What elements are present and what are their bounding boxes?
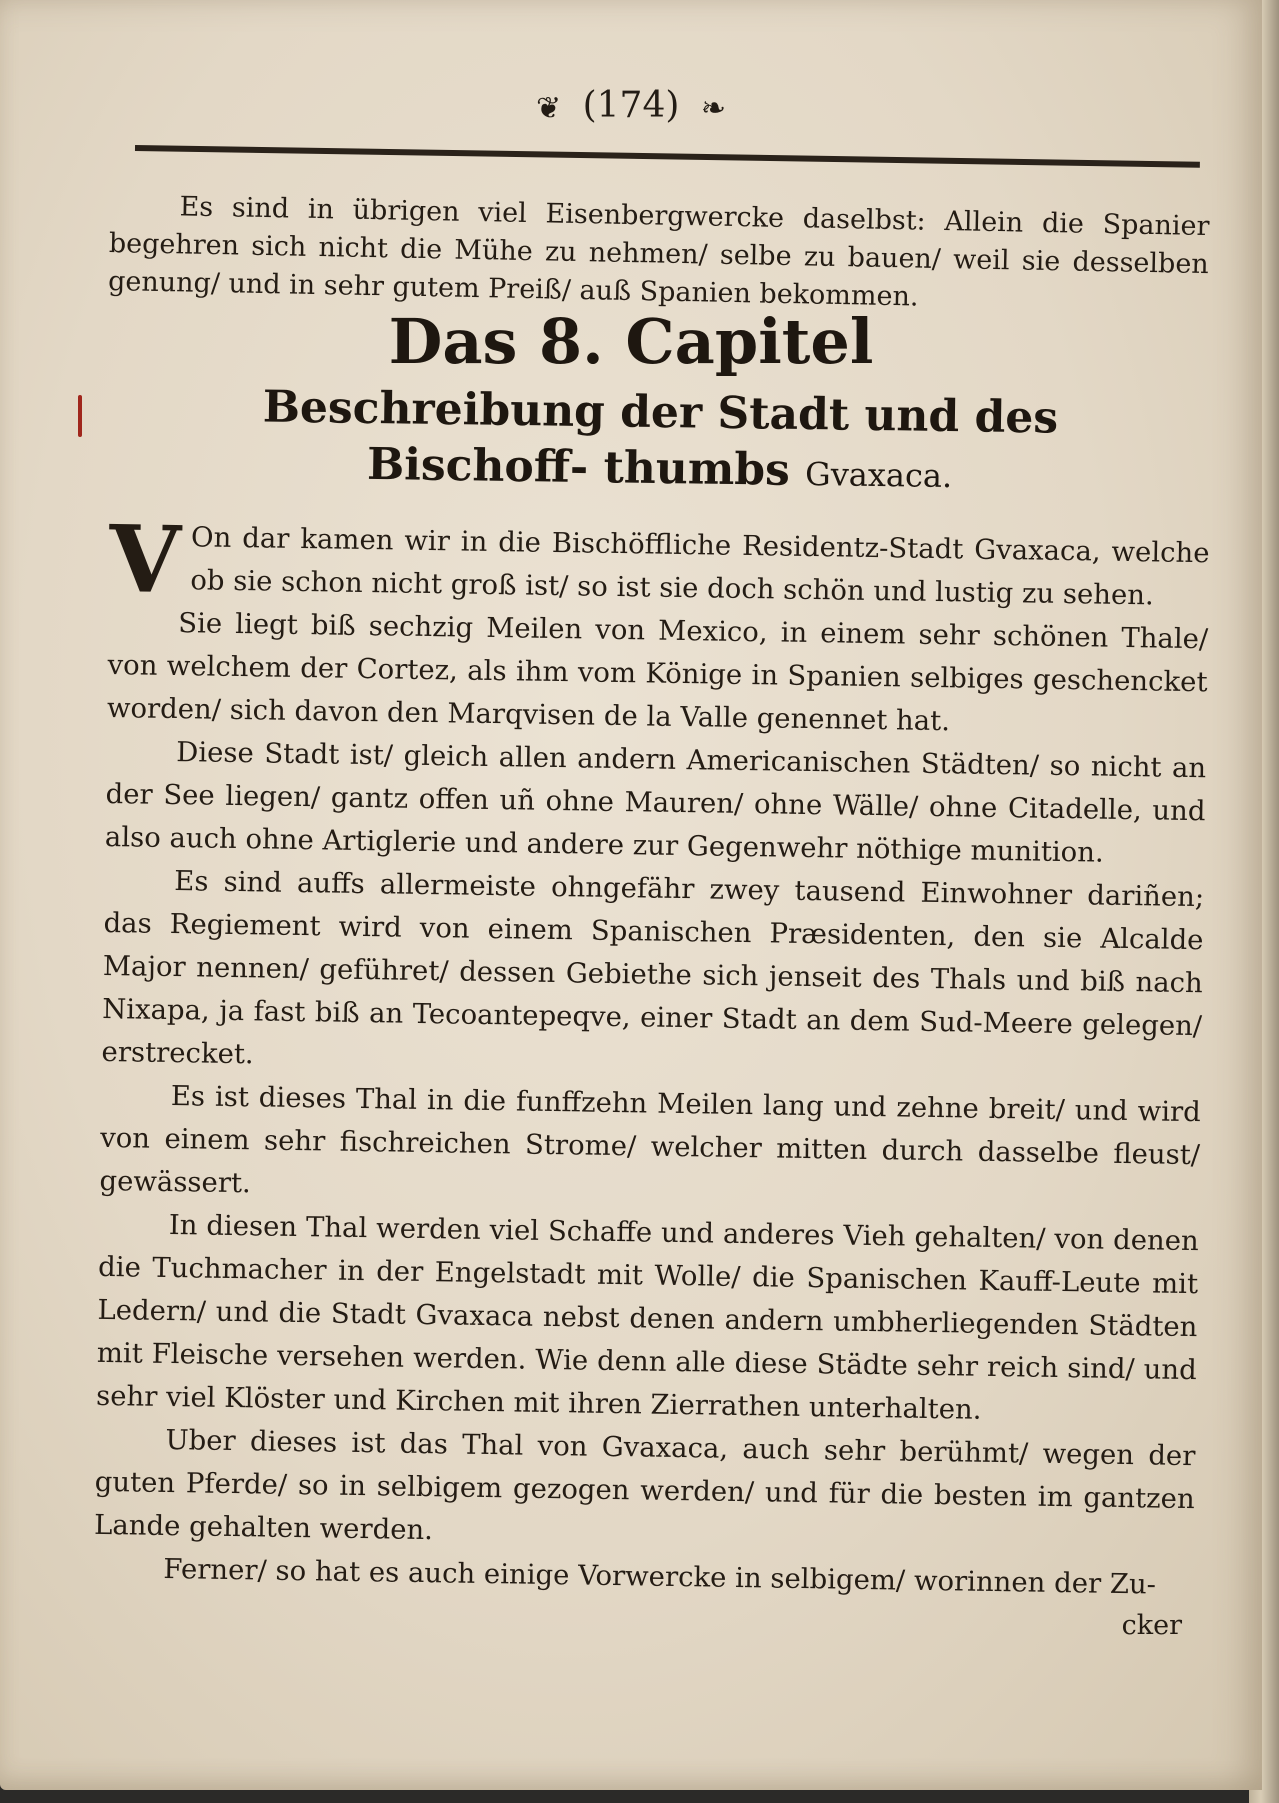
page-number: (174): [582, 85, 680, 126]
paragraph: In diesen Thal werden viel Schaffe und anderes Vieh gehalten/ von denen die Tuchmacher in der Engelstadt mit Wolle/ die Spanischen Kauff-Leute mit Ledern/ und die Stadt Gvaxaca nebst denen andern umbherliegenden Städten mit Fleische versehen werden. Wie denn alle diese Städte sehr reich sind/ und sehr viel Klöster und Kirchen mit ihren Zierrathen unterhalten.: [95, 1209, 1199, 1426]
paragraph: Es ist dieses Thal in die funffzehn Meilen lang und zehne breit/ und wird von einem sehr fischreichen Strome/ welcher mitten durch dasselbe fleust/ gewässert.: [99, 1080, 1202, 1200]
catchword: cker: [1121, 1610, 1182, 1641]
paragraph: Sie liegt biß sechzig Meilen von Mexico, in einem sehr schönen Thale/ von welchem der Cortez, als ihm vom Könige in Spanien selbiges geschencket worden/ sich davon den Marqvisen de la Valle genennet hat.: [106, 607, 1209, 738]
chapter-title: Das 8. Capitel: [388, 305, 874, 378]
ornament-left-icon: ❦: [536, 90, 562, 126]
body-text: [93, 505, 1210, 1607]
ornament-right-icon: ❧: [700, 90, 726, 126]
chapter-subtitle: [199, 379, 1121, 507]
paragraph: Ferner/ so hat es auch einige Vorwercke in selbigem/ worinnen der Zu-: [163, 1552, 1157, 1601]
paragraph: Diese Stadt ist/ gleich allen andern Americanischen Städten/ so nicht an der See liegen/ gantz offen uñ ohne Mauren/ ohne Wälle/ ohne Citadelle, und also auch ohne Artiglerie und andere zur Gegenwehr nöthige munition.: [104, 736, 1207, 869]
header-rule: [135, 145, 1200, 168]
dropcap: V: [108, 505, 182, 615]
paragraph: Es sind auffs allermeiste ohngefähr zwey tausend Einwohner dariñen; das Regiement wird von einem Spanischen Præsidenten, den sie Alcalde Major nennen/ geführet/ dessen Gebiethe sich jenseit des Thals und biß nach Nixapa, ja fast biß an Tecoantepeqve, einer Stadt an dem Sud-Meere gelegen/ erstrecket.: [101, 865, 1205, 1071]
chapter-subtitle-place: Gvaxaca.: [804, 455, 953, 496]
margin-mark: [78, 395, 82, 437]
page-header: [0, 85, 1262, 126]
intro-paragraph: Es sind in übrigen viel Eisenbergwercke daselbst: Allein die Spanier begehren sich nicht die Mühe zu nehmen/ selbe zu bauen/ weil sie desselben genung/ und in sehr gutem Preiß/ auß Spanien bekommen.: [107, 191, 1210, 313]
paragraph: Uber dieses ist das Thal von Gvaxaca, auch sehr berühmt/ wegen der guten Pferde/ so in selbigem gezogen werden/ und für die besten im gantzen Lande gehalten werden.: [93, 1423, 1196, 1547]
paragraph-text: On dar kamen wir in die Bischöffliche Residentz-Stadt Gvaxaca, welche ob sie schon nicht groß ist/ so ist sie doch schön und lustig zu sehen.: [190, 521, 1210, 612]
chapter-subtitle-text: Beschreibung der Stadt und des Bischoff- thumbs: [262, 381, 1059, 496]
